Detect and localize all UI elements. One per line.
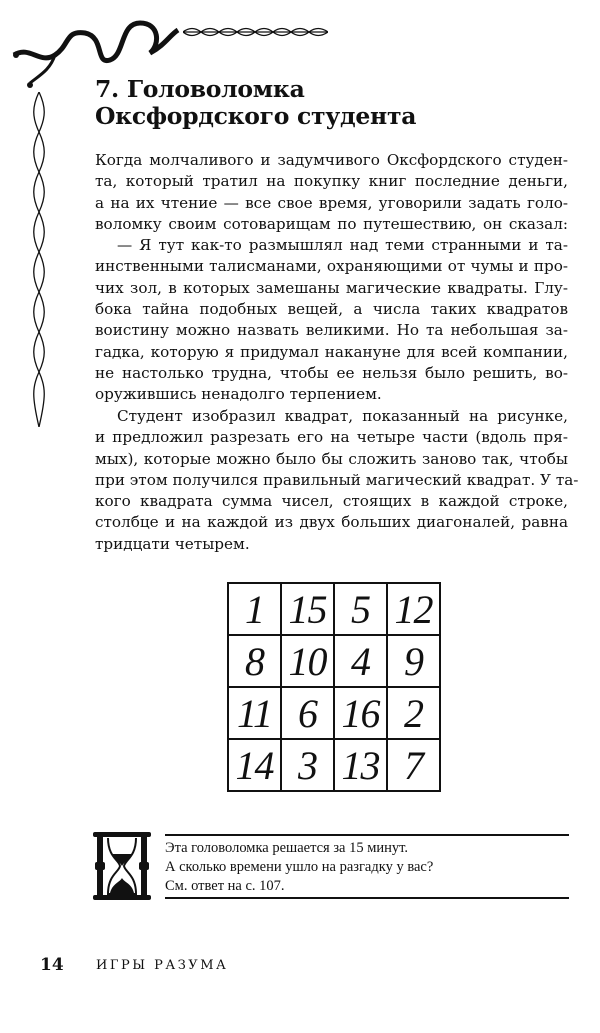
text-line: и предложил разрезать его на четыре части (вдоль пря- <box>95 428 568 447</box>
note-line: См. ответ на с. 107. <box>165 878 285 894</box>
grid-cell: 2 <box>387 687 440 739</box>
hourglass-icon <box>93 832 151 900</box>
text-line: инственными талисманами, охраняющими от чумы и про- <box>95 257 568 276</box>
text-line: чих зол, в которых замешаны магические квадраты. Глу- <box>95 278 568 297</box>
note-line: А сколько времени ушло на разгадку у вас? <box>165 859 434 875</box>
grid-cell: 6 <box>281 687 334 739</box>
grid-cell: 14 <box>228 739 281 791</box>
text-line: Студент изобразил квадрат, показанный на рисунке, <box>117 407 568 425</box>
decorative-band-ornament-icon <box>183 25 328 39</box>
running-title: ИГРЫ РАЗУМА <box>96 958 229 973</box>
note-line: Эта головоломка решается за 15 минут. <box>165 840 409 856</box>
page-number: 14 <box>40 955 64 975</box>
text-line: при этом получился правильный магический квадрат. У та- <box>95 470 579 489</box>
title-line: Оксфордского студента <box>95 102 417 130</box>
grid-cell: 7 <box>387 739 440 791</box>
text-line: оружившись ненадолго терпением. <box>95 385 382 404</box>
grid-cell: 10 <box>281 635 334 687</box>
grid-cell: 13 <box>334 739 387 791</box>
grid-cell: 11 <box>228 687 281 739</box>
note-top-rule <box>165 834 569 836</box>
grid-cell: 15 <box>281 583 334 635</box>
text-line: гадка, которую я придумал накануне для всей компании, <box>95 342 568 361</box>
grid-row <box>228 635 440 687</box>
text-line: воистину можно назвать великими. Но та небольшая за- <box>95 321 568 340</box>
text-line: Когда молчаливого и задумчивого Оксфордского студен- <box>95 151 568 169</box>
time-note <box>165 839 433 896</box>
grid-cell: 16 <box>334 687 387 739</box>
text-line: та, который тратил на покупку книг последние деньги, <box>95 172 568 191</box>
grid-cell: 12 <box>387 583 440 635</box>
text-line: воломку своим сотоварищам по путешествию, он сказал: <box>95 214 568 233</box>
number-square-figure <box>227 582 441 792</box>
vertical-border-ornament-icon <box>32 92 46 427</box>
text-line: мых), которые можно было бы сложить заново так, чтобы <box>95 449 568 468</box>
paragraph-2 <box>95 406 579 555</box>
grid-cell: 8 <box>228 635 281 687</box>
grid-cell: 4 <box>334 635 387 687</box>
text-line: кого квадрата сумма чисел, стоящих в каждой строке, <box>95 492 568 511</box>
grid-cell: 1 <box>228 583 281 635</box>
note-bottom-rule <box>165 897 569 899</box>
text-line: не настолько трудна, чтобы ее нельзя было решить, во- <box>95 363 568 382</box>
grid-row <box>228 687 440 739</box>
text-line: — Я тут как-то размышлял над теми странными и та- <box>117 236 568 255</box>
grid-cell: 3 <box>281 739 334 791</box>
grid-cell: 9 <box>387 635 440 687</box>
page-title <box>95 76 416 130</box>
grid-row <box>228 739 440 791</box>
grid-row <box>228 583 440 635</box>
paragraph-1 <box>95 150 568 406</box>
text-line: столбце и на каждой из двух больших диагоналей, равна <box>95 513 568 532</box>
title-line: 7. Головоломка <box>95 75 305 103</box>
text-line: а на их чтение — все свое время, уговорили задать голо- <box>95 193 568 212</box>
text-line: бока тайна подобных вещей, а числа таких квадратов <box>95 300 568 319</box>
grid-cell: 5 <box>334 583 387 635</box>
text-line: тридцати четырем. <box>95 534 250 553</box>
